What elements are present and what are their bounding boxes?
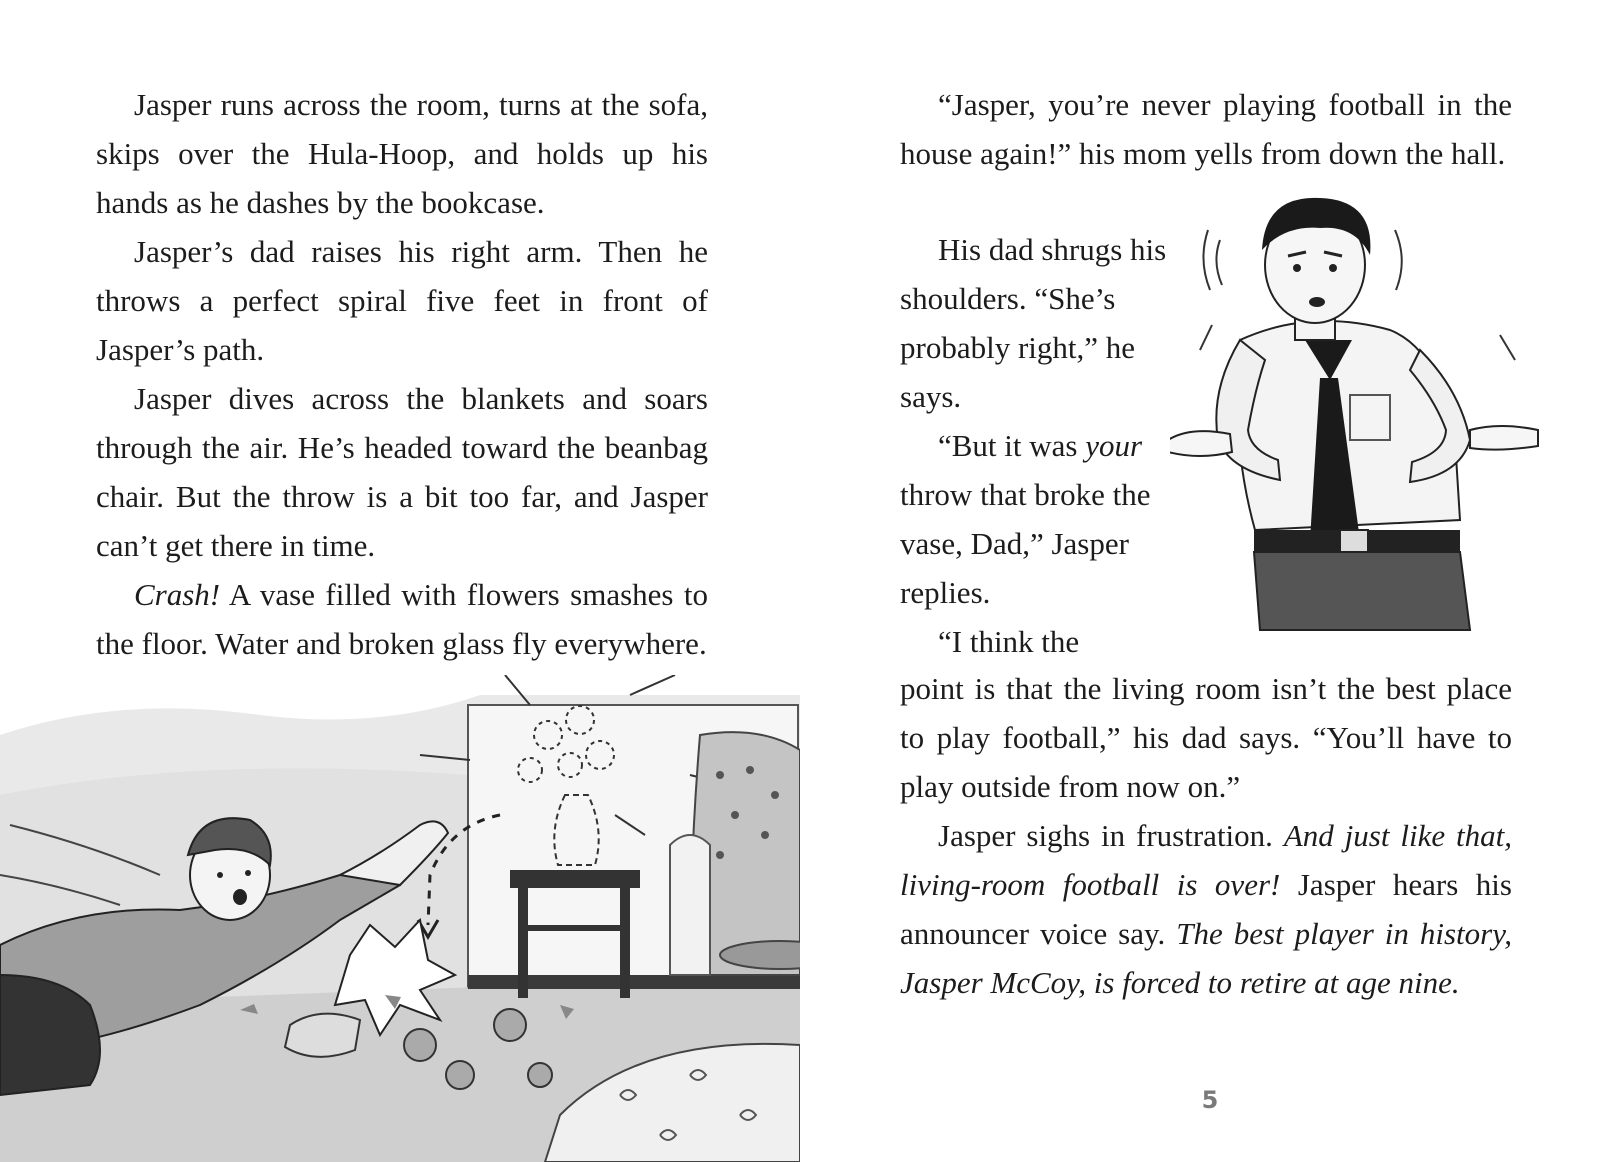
reply-italic: your: [1085, 428, 1143, 463]
paragraph-2: Jasper’s dad raises his right arm. Then he throws a perfect spiral five feet in front of Jasper’s path.: [96, 234, 708, 367]
paragraph-jasper-replies: [900, 421, 1178, 617]
paragraph-dad-shrugs: His dad shrugs his shoulders. “She’s probably right,” he says.: [900, 232, 1167, 414]
dad-shrugging-illustration: [1170, 190, 1540, 650]
left-text-column: [96, 80, 708, 668]
boy-diving-illustration: [0, 675, 800, 1162]
crash-exclamation: Crash!: [134, 577, 221, 612]
reply-post: throw that broke the vase, Dad,” Jasper replies.: [900, 477, 1151, 610]
right-bottom-text: [900, 664, 1512, 1007]
paragraph-4-text: A vase filled with flowers smashes to the floor. Water and broken glass fly everywhere.: [96, 577, 708, 661]
paragraph-3: Jasper dives across the blankets and soars through the air. He’s headed toward the beanbag chair. But the throw is a bit too far, and Jasper can’t get there in time.: [96, 381, 708, 563]
sighs-pre: Jasper sighs in frustration.: [938, 818, 1284, 853]
sighs-italic-1: And just like that, living-room football is over!: [900, 818, 1512, 902]
paragraph-mom-yells: “Jasper, you’re never playing football in the house again!” his mom yells from down the hall.: [900, 87, 1512, 171]
paragraph-sighs: [900, 811, 1512, 1007]
sighs-mid: Jasper hears his announcer voice say.: [900, 867, 1512, 951]
right-page: [800, 0, 1600, 1162]
right-top-text: [900, 80, 1512, 178]
paragraph-i-think-start: “I think the: [938, 624, 1080, 659]
sighs-italic-2: The best player in history, Jasper McCoy, is forced to retire at age nine.: [900, 916, 1512, 1000]
paragraph-4: [96, 570, 708, 668]
reply-pre: “But it was: [938, 428, 1086, 463]
page-number: 5: [1201, 1086, 1219, 1114]
paragraph-1: Jasper runs across the room, turns at the sofa, skips over the Hula-Hoop, and holds up his hands as he dashes by the bookcase.: [96, 87, 708, 220]
paragraph-i-think-rest: point is that the living room isn’t the best place to play football,” his dad says. “You’ll have to play outside from now on.”: [900, 671, 1512, 804]
right-wrapped-text: [900, 225, 1178, 666]
